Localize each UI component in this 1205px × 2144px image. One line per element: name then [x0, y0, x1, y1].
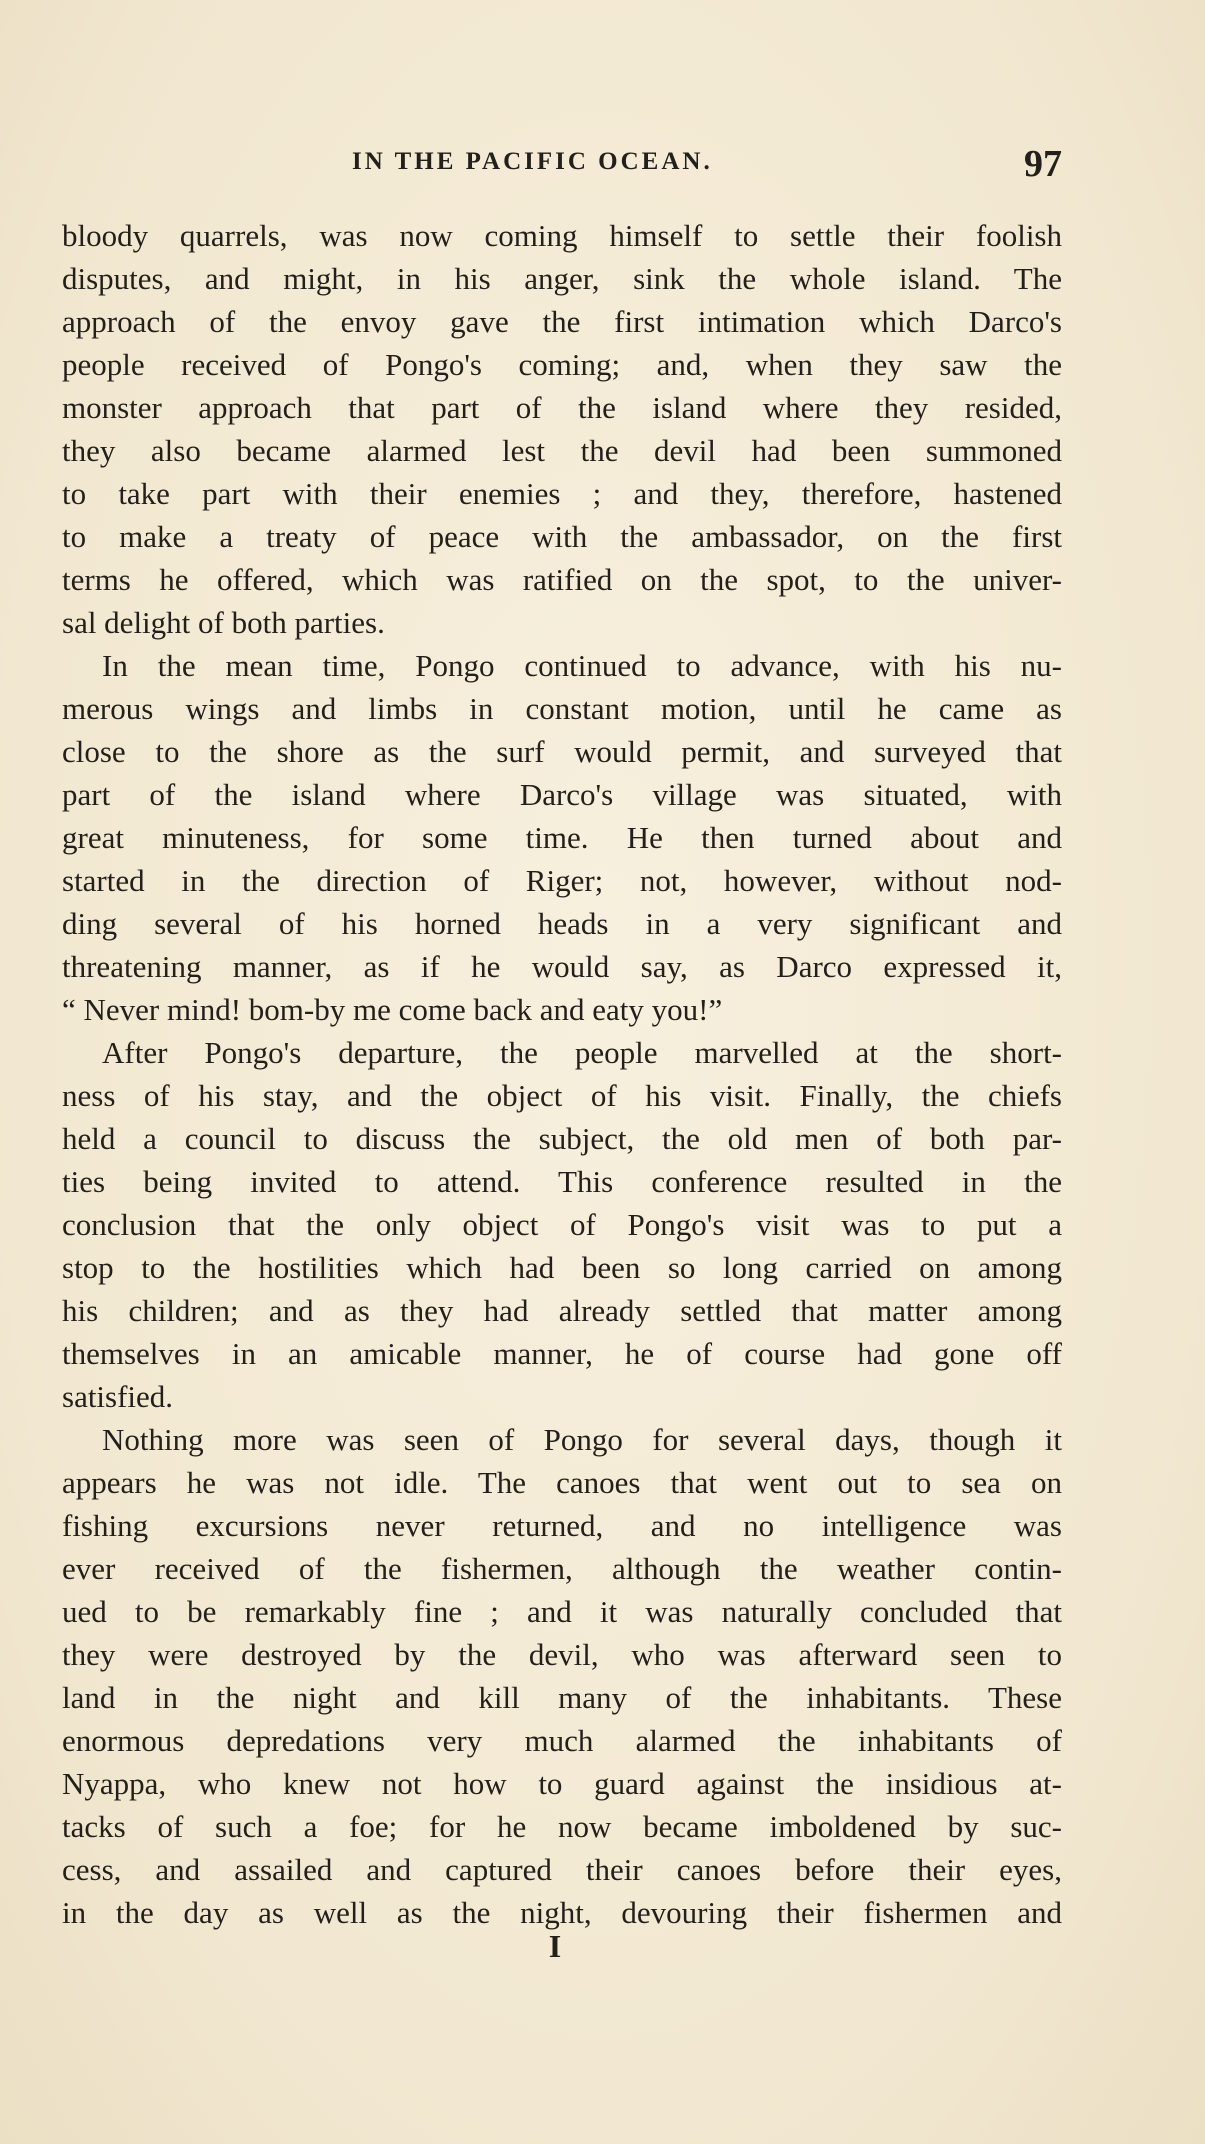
text-line: ding several of his horned heads in a very significant and [62, 906, 1062, 941]
text-line: sal delight of both parties. [62, 605, 385, 640]
text-line: Nyappa, who knew not how to guard against the insidious at- [62, 1766, 1062, 1801]
paragraph-start-line: After Pongo's departure, the people marvelled at the short- [102, 1035, 1062, 1070]
text-line: threatening manner, as if he would say, as Darco expressed it, [62, 949, 1062, 984]
text-line: appears he was not idle. The canoes that went out to sea on [62, 1465, 1062, 1500]
text-line: satisfied. [62, 1379, 174, 1414]
paragraph-start-line: Nothing more was seen of Pongo for several days, though it [102, 1422, 1062, 1457]
text-line: stop to the hostilities which had been so long carried on among [62, 1250, 1062, 1285]
text-line: themselves in an amicable manner, he of course had gone off [62, 1336, 1062, 1371]
text-line: approach of the envoy gave the first intimation which Darco's [62, 304, 1062, 339]
text-line: to make a treaty of peace with the ambassador, on the first [62, 519, 1062, 554]
text-line: close to the shore as the surf would permit, and surveyed that [62, 734, 1062, 769]
text-line: bloody quarrels, was now coming himself to settle their foolish [62, 218, 1062, 253]
text-line: disputes, and might, in his anger, sink the whole island. The [62, 261, 1062, 296]
text-line: tacks of such a foe; for he now became imboldened by suc- [62, 1809, 1062, 1844]
text-line: part of the island where Darco's village was situated, with [62, 777, 1062, 812]
paragraph-start-line: In the mean time, Pongo continued to advance, with his nu- [102, 648, 1062, 683]
page-number: 97 [1024, 143, 1062, 185]
text-line: fishing excursions never returned, and no intelligence was [62, 1508, 1062, 1543]
text-line: ness of his stay, and the object of his visit. Finally, the chiefs [62, 1078, 1062, 1113]
text-line: conclusion that the only object of Pongo's visit was to put a [62, 1207, 1062, 1242]
text-line: in the day as well as the night, devouring their fishermen and [62, 1895, 1062, 1930]
text-line: ever received of the fishermen, although the weather contin- [62, 1551, 1062, 1586]
text-line: people received of Pongo's coming; and, when they saw the [62, 347, 1062, 382]
body-text [62, 214, 1062, 1934]
signature-mark: I [548, 1928, 562, 1964]
text-line: ued to be remarkably fine ; and it was naturally concluded that [62, 1594, 1062, 1629]
text-line: great minuteness, for some time. He then turned about and [62, 820, 1062, 855]
text-line: held a council to discuss the subject, the old men of both par- [62, 1121, 1062, 1156]
running-title: IN THE PACIFIC OCEAN. [352, 148, 713, 175]
text-line: “ Never mind! bom-by me come back and eaty you!” [62, 992, 723, 1027]
text-line: his children; and as they had already settled that matter among [62, 1293, 1062, 1328]
text-line: terms he offered, which was ratified on the spot, to the univer- [62, 562, 1062, 597]
text-line: started in the direction of Riger; not, however, without nod- [62, 863, 1062, 898]
text-line: to take part with their enemies ; and they, therefore, hastened [62, 476, 1062, 511]
running-head [62, 142, 1062, 186]
text-line: they were destroyed by the devil, who was afterward seen to [62, 1637, 1062, 1672]
text-line: land in the night and kill many of the inhabitants. These [62, 1680, 1062, 1715]
text-line: enormous depredations very much alarmed the inhabitants of [62, 1723, 1062, 1758]
text-line: they also became alarmed lest the devil had been summoned [62, 433, 1062, 468]
text-line: cess, and assailed and captured their canoes before their eyes, [62, 1852, 1062, 1887]
text-line: monster approach that part of the island where they resided, [62, 390, 1062, 425]
text-line: ties being invited to attend. This conference resulted in the [62, 1164, 1062, 1199]
text-line: merous wings and limbs in constant motion, until he came as [62, 691, 1062, 726]
